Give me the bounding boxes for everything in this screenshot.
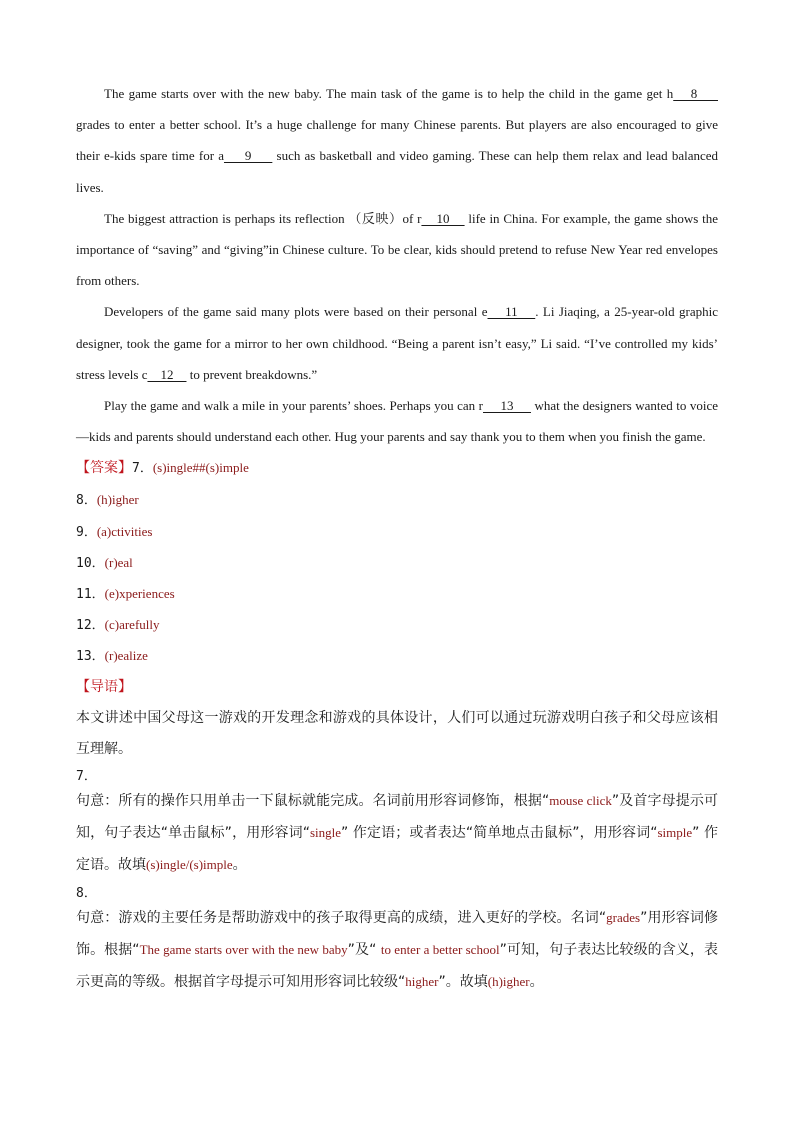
explanation-quote: single: [309, 825, 342, 841]
explanation-segment: ”。故填: [438, 974, 488, 991]
document-page: [76, 78, 718, 998]
passage-text: to prevent breakdowns.”: [186, 366, 318, 382]
answer-text: (e)xperiences: [104, 586, 175, 602]
explanation-segment: ”及“: [347, 941, 381, 958]
explanation-quote: to enter a better school: [380, 941, 500, 957]
explanation-text: [76, 785, 718, 882]
passage-text: what the designers wanted to voice—kids and parents should understand each other. Hug your parents and say thank you to them when you finish the game.: [76, 398, 718, 445]
passage-text: Developers of the game said many plots were based on their personal e: [104, 304, 488, 320]
answer-text: (s)ingle##(s)imple: [152, 460, 249, 476]
blank-10: 10: [421, 210, 465, 226]
answer-number: 8．: [76, 493, 97, 509]
answer-row: [76, 452, 718, 484]
passage-text: such as basketball and video gaming. These can help them relax and lead balanced lives.: [76, 148, 719, 195]
guide-section: [76, 672, 718, 765]
explanation-quote: (h)igher: [487, 974, 530, 990]
guide-text: 本文讲述中国父母这一游戏的开发理念和游戏的具体设计，人们可以通过玩游戏明白孩子和父母应该相互理解。: [76, 709, 718, 757]
answer-number: 10．: [76, 555, 105, 571]
explanation-segment: ” 作定语。故填: [76, 825, 718, 874]
blank-11: 11: [487, 304, 536, 320]
answer-number: 7．: [132, 461, 153, 477]
explanation-segment: ”及首字母提示可知，句子表达“单击鼠标”，用形容词“: [76, 793, 718, 842]
passage-paragraph-3: [76, 296, 718, 390]
explanation-7: [76, 765, 718, 882]
explanation-quote: mouse click: [549, 793, 612, 809]
explanation-number: 8．: [76, 885, 97, 901]
explanation-number: 7．: [76, 769, 97, 785]
answer-row: [76, 516, 718, 547]
guide-heading-row: [76, 672, 718, 703]
blank-9: 9: [223, 148, 273, 164]
passage-paragraph-4: [76, 390, 718, 452]
blank-12: 12: [147, 366, 187, 382]
explanation-segment: 句意：游戏的主要任务是帮助游戏中的孩子取得更高的成绩，进入更好的学校。名词“: [76, 909, 607, 926]
explanation-segment: ”用形容词修饰。根据“: [76, 909, 718, 958]
explanation-quote: grades: [606, 909, 641, 925]
blank-13: 13: [483, 398, 531, 414]
explanation-segment: 。: [232, 857, 247, 874]
answer-text: (r)eal: [104, 554, 133, 570]
passage-text: life in China. For example, the game shows the importance of “saving” and “giving”in Chinese culture. To be clear, kids should pretend to refuse New Year red envelopes from others.: [76, 210, 718, 289]
explanation-segment: ”可知，句子表达比较级的含义，表示更高的等级。根据首字母提示可知用形容词比较级“: [76, 941, 718, 991]
explanation-8: [76, 882, 718, 999]
passage-paragraph-2: [76, 203, 718, 297]
explanation-number-row: [76, 882, 718, 902]
explanation-quote: simple: [657, 825, 693, 841]
explanation-quote: The game starts over with the new baby: [139, 941, 348, 957]
passage-paragraph-1: [76, 78, 718, 203]
answer-number: 11．: [76, 587, 105, 603]
answer-section: [76, 452, 718, 671]
explanation-segment: ” 作定语；或者表达“简单地点击鼠标”，用形容词“: [341, 825, 658, 842]
answer-text: (r)ealize: [104, 648, 148, 664]
answer-row: [76, 609, 718, 640]
passage-text: grades to enter a better school. It’s a huge challenge for many Chinese parents. But players are also encouraged to give their e-kids spare time for a: [76, 117, 718, 164]
passage-text: The biggest attraction is perhaps its reflection （反映）of r: [104, 210, 422, 226]
answer-row: [76, 547, 718, 578]
guide-label: 【导语】: [76, 678, 132, 695]
answer-row: [76, 578, 718, 609]
answer-number: 13．: [76, 649, 105, 665]
passage-text: Play the game and walk a mile in your parents’ shoes. Perhaps you can r: [104, 398, 484, 414]
answer-text: (h)igher: [96, 492, 139, 508]
answer-text: (a)ctivities: [96, 523, 153, 539]
answer-row: [76, 640, 718, 671]
explanation-text: [76, 902, 718, 999]
answer-text: (c)arefully: [104, 617, 160, 633]
passage-text: The game starts over with the new baby. The main task of the game is to help the child in the game get h: [104, 86, 674, 101]
answer-row: [76, 484, 718, 515]
explanation-segment: 句意：所有的操作只用单击一下鼠标就能完成。名词前用形容词修饰，根据“: [76, 793, 550, 810]
answer-number: 9．: [76, 524, 97, 540]
explanation-segment: 。: [529, 974, 544, 991]
answer-label: 【答案】: [76, 460, 132, 477]
blank-8: 8: [673, 86, 718, 101]
passage-text: . Li Jiaqing, a 25-year-old graphic designer, took the game for a mirror to her own childhood. “Being a parent isn’t easy,” Li said. “I’ve controlled my kids’ stress levels c: [76, 304, 718, 382]
explanation-quote: (s)ingle/(s)imple: [146, 857, 233, 873]
explanation-quote: higher: [405, 974, 439, 990]
answer-number: 12．: [76, 618, 105, 634]
explanation-number-row: [76, 765, 718, 785]
